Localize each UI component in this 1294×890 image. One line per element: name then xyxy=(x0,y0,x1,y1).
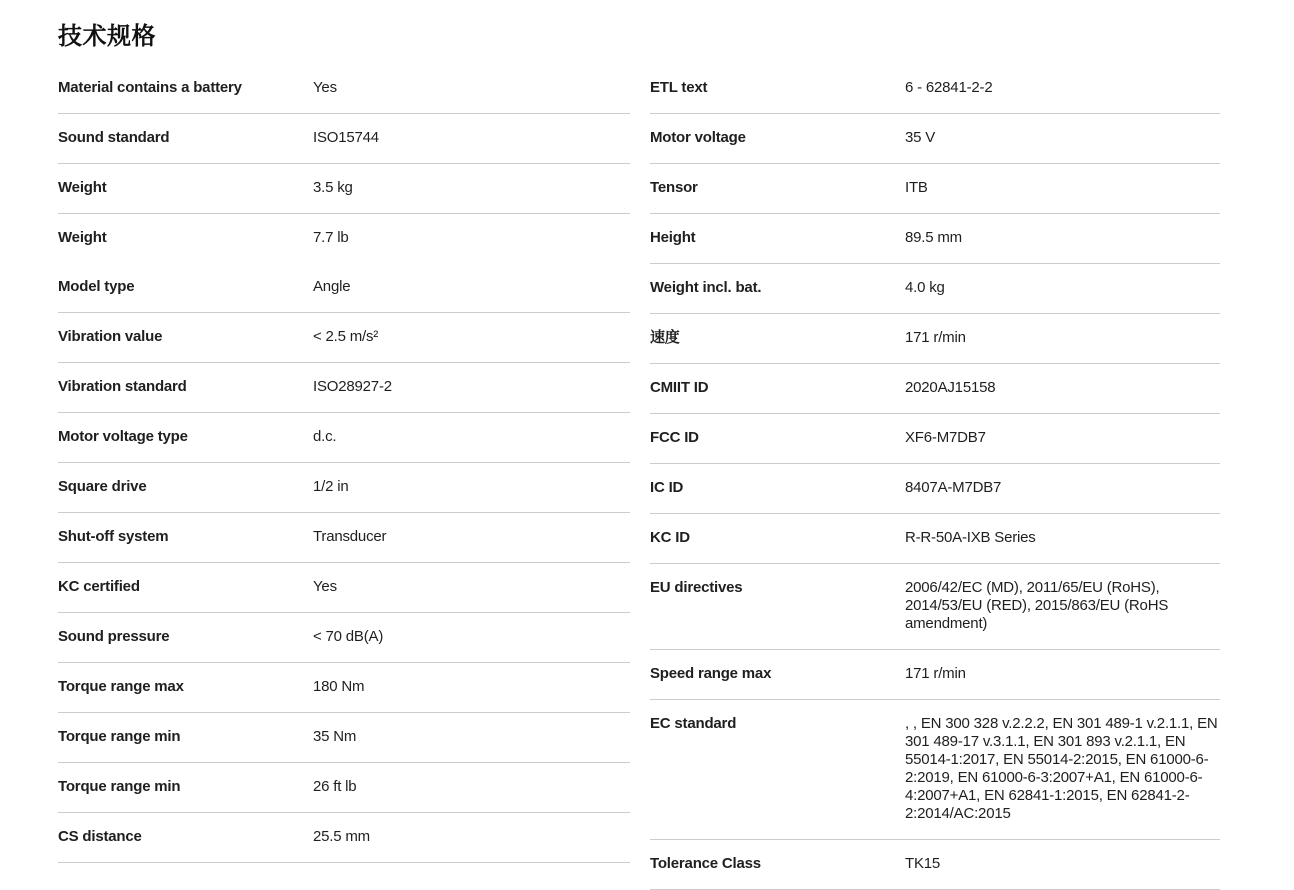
spec-label: CS distance xyxy=(58,828,142,845)
spec-row xyxy=(650,64,1220,114)
spec-label: KC ID xyxy=(650,529,690,546)
spec-row xyxy=(650,114,1220,164)
spec-label: EU directives xyxy=(650,579,743,596)
spec-value: ISO28927-2 xyxy=(313,378,392,395)
spec-value: 6 - 62841-2-2 xyxy=(905,79,993,96)
spec-label: 速度 xyxy=(650,329,680,346)
spec-row xyxy=(58,64,630,114)
spec-value: ISO15744 xyxy=(313,129,379,146)
spec-row xyxy=(650,514,1220,564)
spec-value: , , EN 300 328 v.2.2.2, EN 301 489-1 v.2.1.1, EN 301 489-17 v.3.1.1, EN 301 893 v.2.1.1, EN 55014-1:2017, EN 55014-2:2015, EN 61000-6-2:2019, EN 61000-6-3:2007+A1, EN 61000-6-4:2007+A1, EN 62841-1:2015, EN 62841-2-2:2014/AC:2015 xyxy=(905,715,1222,822)
spec-label: Weight xyxy=(58,229,107,246)
spec-label: Vibration standard xyxy=(58,378,187,395)
spec-value: 7.7 lb xyxy=(313,229,349,246)
spec-label: Weight incl. bat. xyxy=(650,279,762,296)
spec-value: < 70 dB(A) xyxy=(313,628,384,645)
spec-row xyxy=(58,114,630,164)
spec-value: 171 r/min xyxy=(905,329,966,346)
spec-label: CMIIT ID xyxy=(650,379,709,396)
spec-row xyxy=(650,364,1220,414)
spec-label: Torque range min xyxy=(58,728,181,745)
spec-label: ETL text xyxy=(650,79,708,96)
spec-label: Sound standard xyxy=(58,129,170,146)
spec-label: Material contains a battery xyxy=(58,79,242,96)
page-title: 技术规格 xyxy=(58,23,156,50)
spec-value: 1/2 in xyxy=(313,478,349,495)
spec-row xyxy=(650,650,1220,700)
spec-label: Motor voltage xyxy=(650,129,746,146)
spec-row xyxy=(650,840,1220,890)
spec-row xyxy=(58,463,630,513)
spec-value: R-R-50A-IXB Series xyxy=(905,529,1036,546)
spec-label: Vibration value xyxy=(58,328,163,345)
spec-row xyxy=(58,613,630,663)
spec-value: 89.5 mm xyxy=(905,229,962,246)
spec-value: 26 ft lb xyxy=(313,778,357,795)
spec-row xyxy=(58,813,630,863)
spec-label: IC ID xyxy=(650,479,684,496)
spec-value: Yes xyxy=(313,79,337,96)
spec-value: 8407A-M7DB7 xyxy=(905,479,1002,496)
spec-row xyxy=(650,414,1220,464)
spec-label: Motor voltage type xyxy=(58,428,188,445)
spec-label: KC certified xyxy=(58,578,140,595)
spec-row xyxy=(650,700,1220,840)
spec-row xyxy=(58,513,630,563)
spec-value: Transducer xyxy=(313,528,387,545)
spec-value: 25.5 mm xyxy=(313,828,370,845)
spec-label: Torque range max xyxy=(58,678,184,695)
spec-row xyxy=(58,313,630,363)
spec-value: 2020AJ15158 xyxy=(905,379,996,396)
spec-value: 2006/42/EC (MD), 2011/65/EU (RoHS), 2014/53/EU (RED), 2015/863/EU (RoHS amendment) xyxy=(905,579,1173,632)
spec-row xyxy=(650,564,1220,650)
spec-row xyxy=(58,663,630,713)
spec-value: XF6-M7DB7 xyxy=(905,429,986,446)
spec-label: Shut-off system xyxy=(58,528,169,545)
spec-label: Square drive xyxy=(58,478,147,495)
spec-row xyxy=(58,214,630,263)
spec-row xyxy=(650,314,1220,364)
spec-value: < 2.5 m/s² xyxy=(313,328,379,345)
spec-column-left xyxy=(58,64,630,863)
spec-row xyxy=(58,563,630,613)
spec-row xyxy=(58,713,630,763)
spec-value: TK15 xyxy=(905,855,941,872)
spec-value: Yes xyxy=(313,578,337,595)
spec-row xyxy=(58,413,630,463)
spec-value: d.c. xyxy=(313,428,337,445)
spec-row xyxy=(650,264,1220,314)
spec-value: 35 Nm xyxy=(313,728,357,745)
spec-value: 3.5 kg xyxy=(313,179,353,196)
spec-row xyxy=(58,363,630,413)
spec-row xyxy=(58,763,630,813)
spec-label: EC standard xyxy=(650,715,737,732)
spec-value: 4.0 kg xyxy=(905,279,945,296)
spec-row xyxy=(58,164,630,214)
spec-value: Angle xyxy=(313,278,351,295)
spec-row xyxy=(650,214,1220,264)
spec-column-right xyxy=(650,64,1220,890)
spec-label: Weight xyxy=(58,179,107,196)
spec-row xyxy=(58,263,630,313)
spec-columns xyxy=(58,64,1220,890)
spec-label: Model type xyxy=(58,278,135,295)
spec-value: 35 V xyxy=(905,129,936,146)
spec-label: Torque range min xyxy=(58,778,181,795)
spec-value: 171 r/min xyxy=(905,665,966,682)
spec-label: Tolerance Class xyxy=(650,855,761,872)
spec-label: Height xyxy=(650,229,696,246)
spec-label: FCC ID xyxy=(650,429,699,446)
spec-value: 180 Nm xyxy=(313,678,365,695)
spec-row xyxy=(650,164,1220,214)
spec-label: Speed range max xyxy=(650,665,772,682)
spec-label: Tensor xyxy=(650,179,698,196)
spec-row xyxy=(650,464,1220,514)
spec-value: ITB xyxy=(905,179,928,196)
spec-label: Sound pressure xyxy=(58,628,170,645)
